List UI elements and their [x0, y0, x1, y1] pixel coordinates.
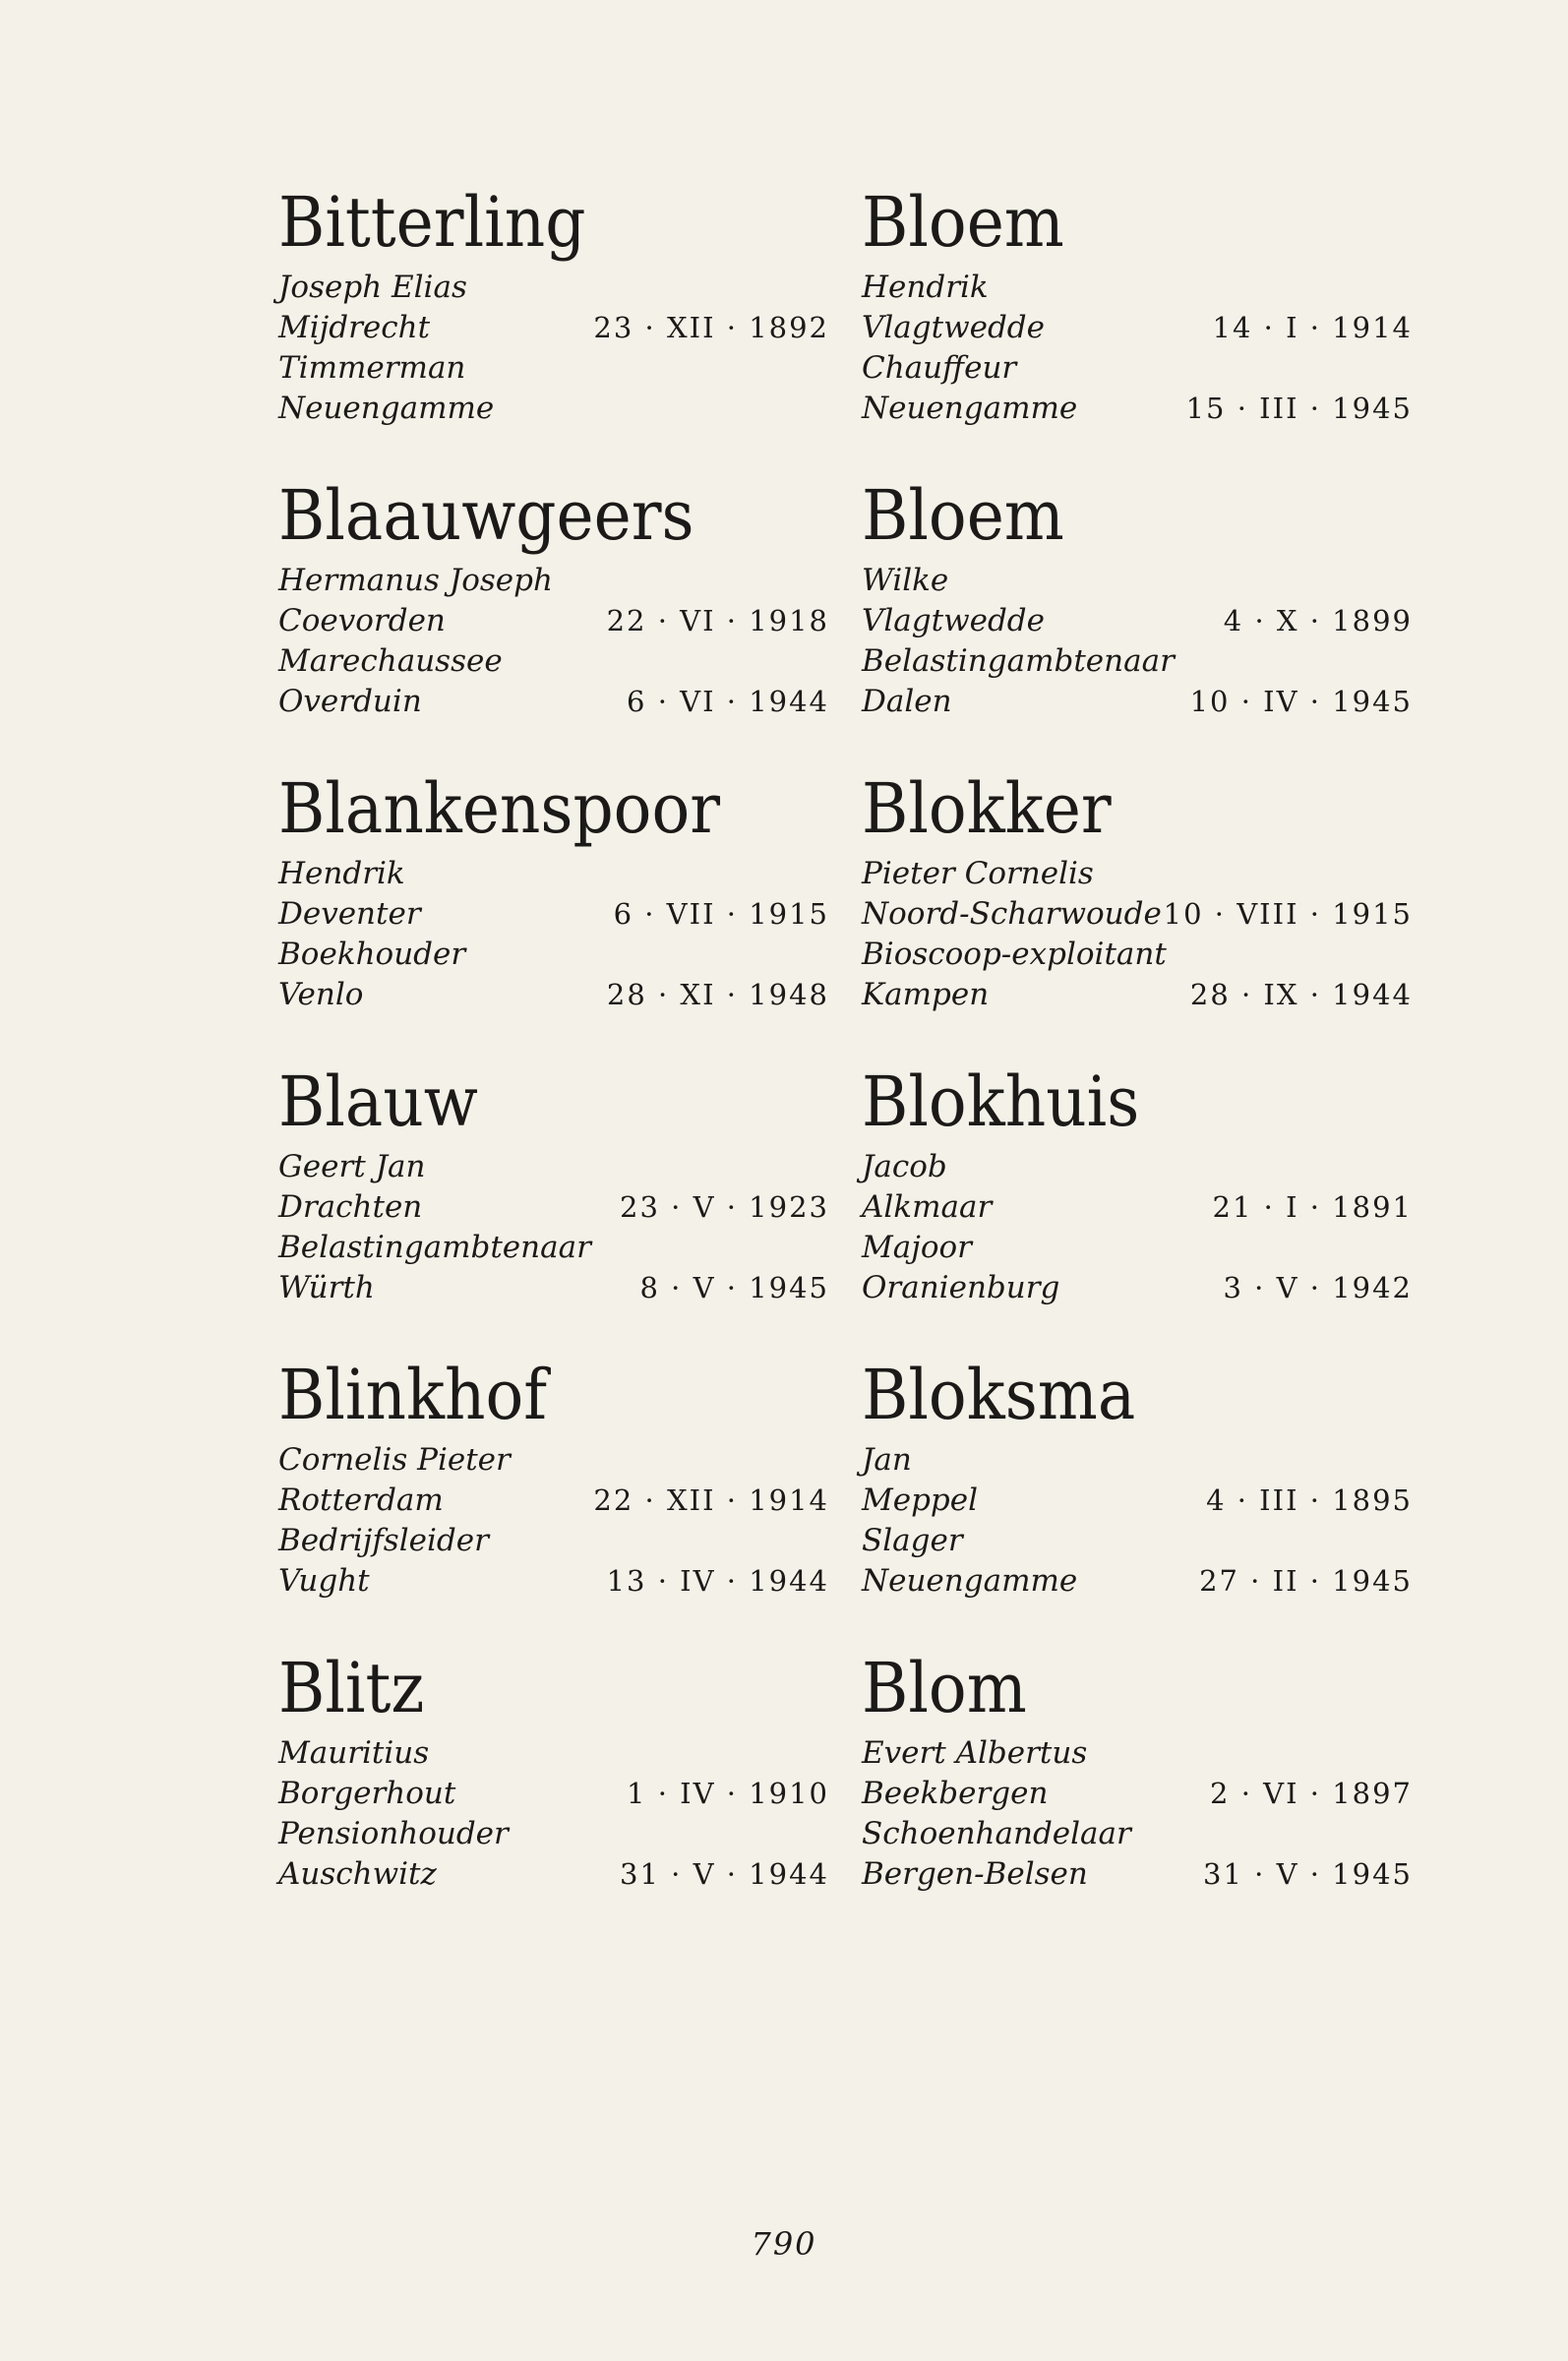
birthdate: 10 · VIII · 1915	[1163, 897, 1413, 931]
birthdate: 23 · XII · 1892	[593, 311, 829, 344]
given-names-row	[278, 561, 829, 601]
occupation: Bioscoop-exploitant	[862, 937, 1167, 972]
death-row	[278, 1268, 829, 1308]
birth-row	[278, 308, 829, 348]
given-names: Cornelis Pieter	[278, 1442, 511, 1478]
person-entry	[278, 470, 829, 763]
given-names: Mauritius	[278, 1735, 430, 1771]
given-names: Hendrik	[862, 270, 989, 305]
given-names: Pieter Cornelis	[862, 856, 1094, 891]
surname: Blinkhof	[278, 1355, 548, 1435]
place-of-death: Auschwitz	[278, 1856, 437, 1892]
place-of-death: Oranienburg	[862, 1270, 1060, 1305]
death-row	[862, 975, 1413, 1015]
birthdate: 2 · VI · 1897	[1210, 1777, 1413, 1810]
given-names: Joseph Elias	[278, 270, 467, 305]
birthdate: 23 · V · 1923	[620, 1190, 829, 1224]
occupation-row	[862, 641, 1413, 682]
page-number: 790	[751, 2225, 817, 2263]
occupation-row	[862, 935, 1413, 975]
occupation-row	[278, 641, 829, 682]
birth-row	[862, 894, 1413, 935]
given-names-row	[278, 268, 829, 308]
occupation-row	[278, 935, 829, 975]
person-entry	[278, 177, 829, 470]
death-row	[278, 682, 829, 722]
death-row	[278, 1854, 829, 1895]
given-names: Geert Jan	[278, 1149, 426, 1184]
person-entry	[862, 177, 1413, 470]
occupation: Bedrijfsleider	[278, 1523, 489, 1558]
occupation-row	[862, 1521, 1413, 1561]
date-of-death: 31 · V · 1945	[1203, 1857, 1413, 1891]
place-of-death: Kampen	[862, 977, 990, 1012]
birthplace: Deventer	[278, 896, 421, 932]
birthplace: Borgerhout	[278, 1776, 456, 1811]
given-names-row	[862, 854, 1413, 894]
birthplace: Vlagtwedde	[862, 310, 1045, 345]
surname: Bloksma	[862, 1355, 1136, 1435]
surname: Blaauwgeers	[278, 475, 694, 556]
surname: Bitterling	[278, 182, 586, 263]
occupation: Slager	[862, 1523, 963, 1558]
place-of-death: Neuengamme	[862, 1563, 1078, 1599]
birth-row	[278, 1481, 829, 1521]
place-of-death: Neuengamme	[278, 391, 495, 426]
occupation-row	[862, 348, 1413, 389]
birthdate: 21 · I · 1891	[1212, 1190, 1413, 1224]
place-of-death: Neuengamme	[862, 391, 1078, 426]
occupation: Schoenhandelaar	[862, 1816, 1131, 1851]
surname: Blankenspoor	[278, 768, 721, 849]
given-names-row	[862, 561, 1413, 601]
date-of-death: 6 · VI · 1944	[627, 685, 829, 718]
given-names-row	[862, 1147, 1413, 1187]
birthplace: Coevorden	[278, 603, 446, 638]
date-of-death: 15 · III · 1945	[1185, 392, 1413, 425]
given-names: Hendrik	[278, 856, 405, 891]
person-entry	[862, 1350, 1413, 1643]
birthplace: Alkmaar	[862, 1189, 993, 1225]
birthdate: 14 · I · 1914	[1212, 311, 1413, 344]
right-column	[862, 177, 1413, 1936]
birth-row	[278, 1774, 829, 1814]
occupation: Chauffeur	[862, 350, 1017, 386]
given-names: Jan	[862, 1442, 912, 1478]
surname: Blokhuis	[862, 1061, 1140, 1142]
given-names-row	[862, 1733, 1413, 1774]
date-of-death: 28 · IX · 1944	[1189, 978, 1413, 1011]
birth-row	[278, 894, 829, 935]
birthdate: 1 · IV · 1910	[627, 1777, 829, 1810]
date-of-death: 27 · II · 1945	[1199, 1564, 1413, 1598]
birthplace: Meppel	[862, 1483, 979, 1518]
birthplace: Beekbergen	[862, 1776, 1049, 1811]
occupation: Timmerman	[278, 350, 466, 386]
surname: Bloem	[862, 475, 1064, 556]
birth-row	[862, 1774, 1413, 1814]
death-row	[862, 1854, 1413, 1895]
surname: Blokker	[862, 768, 1112, 849]
given-names: Wilke	[862, 563, 949, 598]
place-of-death: Würth	[278, 1270, 375, 1305]
place-of-death: Dalen	[862, 684, 952, 719]
death-row	[862, 389, 1413, 429]
given-names-row	[862, 1440, 1413, 1481]
occupation-row	[278, 1228, 829, 1268]
death-row	[278, 389, 829, 429]
birthplace: Rotterdam	[278, 1483, 444, 1518]
birth-row	[862, 1481, 1413, 1521]
surname: Blom	[862, 1648, 1027, 1728]
birthdate: 22 · VI · 1918	[606, 604, 829, 637]
person-entry	[862, 470, 1413, 763]
given-names-row	[278, 1147, 829, 1187]
birthplace: Drachten	[278, 1189, 423, 1225]
person-entry	[862, 763, 1413, 1057]
given-names-row	[278, 1733, 829, 1774]
birth-row	[862, 601, 1413, 641]
birth-row	[278, 601, 829, 641]
birthplace: Noord-Scharwoude	[862, 896, 1162, 932]
given-names: Evert Albertus	[862, 1735, 1088, 1771]
birthdate: 22 · XII · 1914	[593, 1483, 829, 1517]
left-column	[278, 177, 829, 1936]
person-entry	[278, 763, 829, 1057]
death-row	[862, 1561, 1413, 1602]
surname: Blitz	[278, 1648, 425, 1728]
given-names-row	[278, 1440, 829, 1481]
occupation: Belastingambtenaar	[862, 643, 1175, 679]
place-of-death: Bergen-Belsen	[862, 1856, 1088, 1892]
given-names-row	[862, 268, 1413, 308]
occupation: Pensionhouder	[278, 1816, 509, 1851]
death-row	[862, 1268, 1413, 1308]
occupation-row	[278, 1814, 829, 1854]
person-entry	[862, 1057, 1413, 1350]
birth-row	[278, 1187, 829, 1228]
birthdate: 6 · VII · 1915	[613, 897, 829, 931]
person-entry	[278, 1350, 829, 1643]
occupation-row	[862, 1228, 1413, 1268]
date-of-death: 8 · V · 1945	[639, 1271, 829, 1304]
date-of-death: 3 · V · 1942	[1223, 1271, 1413, 1304]
birthplace: Vlagtwedde	[862, 603, 1045, 638]
occupation: Belastingambtenaar	[278, 1230, 591, 1265]
occupation-row	[278, 1521, 829, 1561]
surname: Blauw	[278, 1061, 478, 1142]
death-row	[278, 975, 829, 1015]
birthdate: 4 · III · 1895	[1206, 1483, 1413, 1517]
date-of-death: 28 · XI · 1948	[606, 978, 829, 1011]
person-entry	[862, 1643, 1413, 1936]
occupation: Boekhouder	[278, 937, 466, 972]
person-entry	[278, 1643, 829, 1936]
place-of-death: Venlo	[278, 977, 364, 1012]
given-names: Hermanus Joseph	[278, 563, 553, 598]
occupation-row	[278, 348, 829, 389]
occupation: Marechaussee	[278, 643, 503, 679]
birthdate: 4 · X · 1899	[1223, 604, 1413, 637]
date-of-death: 13 · IV · 1944	[606, 1564, 829, 1598]
birth-row	[862, 1187, 1413, 1228]
birth-row	[862, 308, 1413, 348]
place-of-death: Overduin	[278, 684, 422, 719]
date-of-death: 31 · V · 1944	[620, 1857, 829, 1891]
death-row	[278, 1561, 829, 1602]
place-of-death: Vught	[278, 1563, 370, 1599]
occupation-row	[862, 1814, 1413, 1854]
date-of-death: 10 · IV · 1945	[1189, 685, 1413, 718]
person-entry	[278, 1057, 829, 1350]
birthplace: Mijdrecht	[278, 310, 431, 345]
occupation: Majoor	[862, 1230, 972, 1265]
given-names-row	[278, 854, 829, 894]
surname: Bloem	[862, 182, 1064, 263]
given-names: Jacob	[862, 1149, 947, 1184]
death-row	[862, 682, 1413, 722]
